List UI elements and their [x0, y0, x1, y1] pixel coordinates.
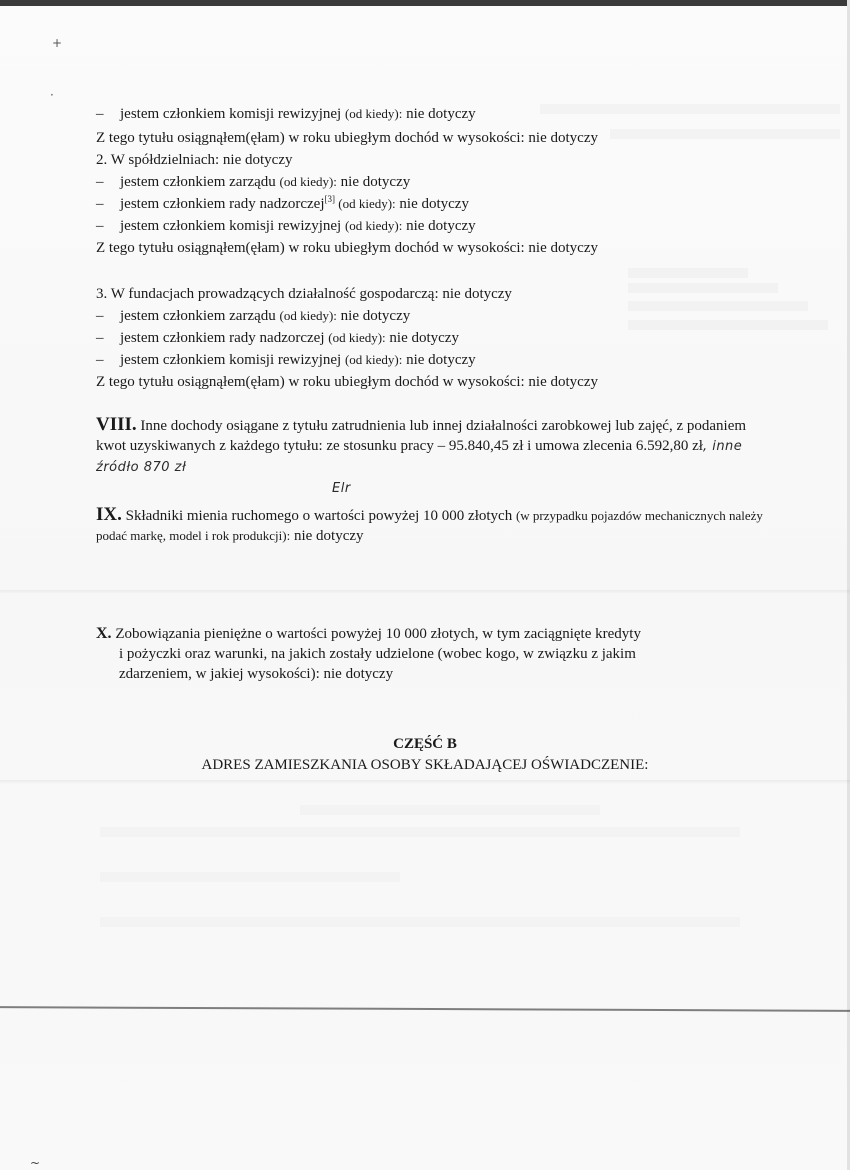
paper-fold [0, 780, 850, 784]
bleed-through-mark [300, 805, 600, 815]
footnote-ref: [3] [324, 194, 335, 204]
handwritten-initials: Elr [332, 481, 351, 496]
bleed-through-mark [610, 129, 840, 139]
bleed-through-mark [100, 872, 400, 882]
bleed-through-mark [628, 268, 748, 278]
section-ix: IX. Składniki mienia ruchomego o wartości powyżej 10 000 złotych (w przypadku pojazdów mechanicznych należy podać markę, model i rok produkcji): nie dotyczy [96, 504, 763, 544]
line-commission-2: – jestem członkiem komisji rewizyjnej (od kiedy): nie dotyczy [96, 218, 476, 234]
margin-mark: + [52, 36, 63, 50]
part-b-title: CZĘŚĆ B [393, 736, 457, 752]
line-income-3: Z tego tytułu osiągnąłem(ęłam) w roku ubiegłym dochód w wysokości: nie dotyczy [96, 374, 598, 390]
bleed-through-mark [100, 917, 740, 927]
line-commission-1: – jestem członkiem komisji rewizyjnej (od kiedy): nie dotyczy [96, 106, 476, 122]
bleed-through-mark [628, 301, 808, 311]
bleed-through-mark [540, 104, 840, 114]
part-b-subtitle: ADRES ZAMIESZKANIA OSOBY SKŁADAJĄCEJ OŚWIADCZENIE: [201, 757, 649, 773]
line-supervisory-1: – jestem członkiem rady nadzorczej[3] (od kiedy): nie dotyczy [96, 194, 469, 212]
section-number: IX. [96, 504, 122, 525]
dash: – [96, 106, 104, 122]
line-income-1: Z tego tytułu osiągnąłem(ęłam) w roku ubiegłym dochód w wysokości: nie dotyczy [96, 130, 598, 146]
line-commission-3: – jestem członkiem komisji rewizyjnej (od kiedy): nie dotyczy [96, 352, 476, 368]
corner-mark: ~ [30, 1156, 41, 1170]
margin-mark: · [50, 88, 54, 102]
paper-edge-line [0, 1006, 850, 1012]
line-foundations: 3. W fundacjach prowadzących działalność gospodarczą: nie dotyczy [96, 286, 512, 302]
handwritten-note: , inne źródło 870 zł [96, 439, 743, 475]
section-viii: VIII. Inne dochody osiągane z tytułu zatrudnienia lub innej działalności zarobkowej lub zajęć, z podaniem kwot uzyskiwanych z każdego tytułu: ze stosunku pracy – 95.840,45 zł i umowa zlecenia 6.592,80 zł, inne źródło 870 zł [96, 414, 747, 475]
section-number: X. [96, 625, 112, 642]
scan-top-edge [0, 0, 850, 6]
bleed-through-mark [628, 283, 778, 293]
bleed-through-mark [628, 320, 828, 330]
line-board-2: – jestem członkiem zarządu (od kiedy): nie dotyczy [96, 308, 411, 324]
section-number: VIII. [96, 414, 137, 435]
paper-fold [0, 590, 850, 594]
bleed-through-mark [100, 827, 740, 837]
line-cooperatives: 2. W spółdzielniach: nie dotyczy [96, 152, 293, 168]
line-supervisory-2: – jestem członkiem rady nadzorczej (od kiedy): nie dotyczy [96, 330, 459, 346]
section-x: X. Zobowiązania pieniężne o wartości powyżej 10 000 złotych, w tym zaciągnięte kredyty i pożyczki oraz warunki, na jakich zostały udzielone (wobec kogo, w związku z jakim zdarzeniem, w jakiej wysokości): nie dotyczy [96, 625, 641, 682]
line-income-2: Z tego tytułu osiągnąłem(ęłam) w roku ubiegłym dochód w wysokości: nie dotyczy [96, 240, 598, 256]
line-board-1: – jestem członkiem zarządu (od kiedy): nie dotyczy [96, 174, 411, 190]
